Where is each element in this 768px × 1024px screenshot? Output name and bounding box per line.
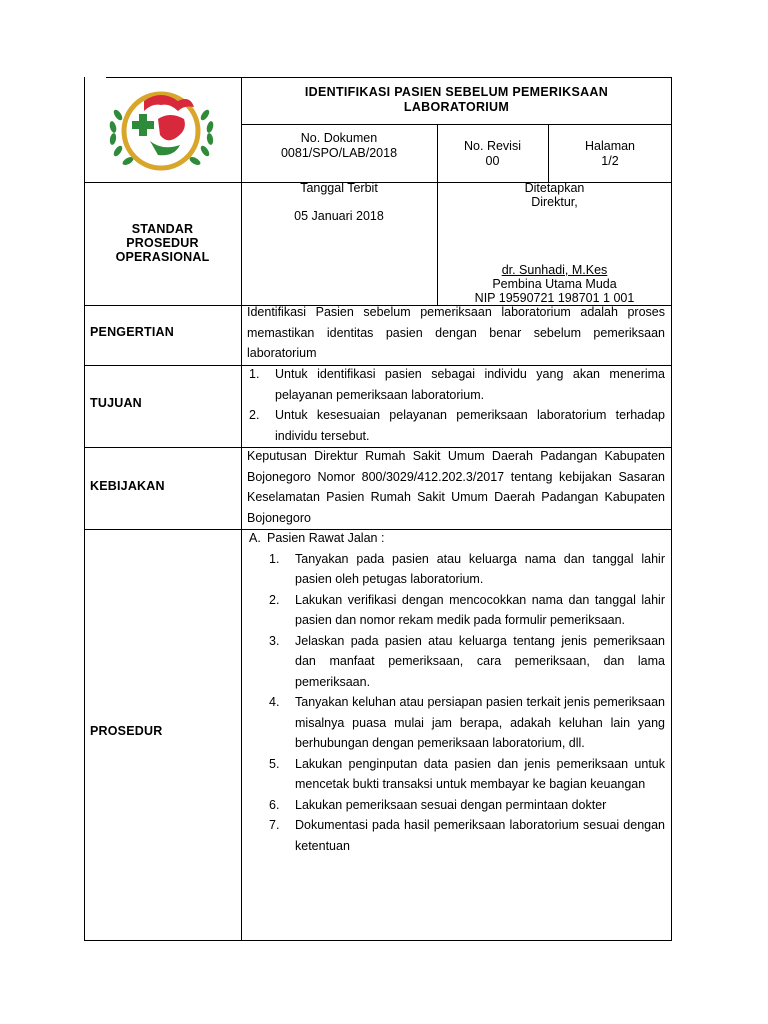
tujuan-item-number: 1. (249, 367, 260, 381)
sop-label (84, 222, 241, 264)
prosedur-step-number: 2. (269, 592, 280, 607)
prosedur-step (267, 590, 665, 631)
document-number (241, 131, 437, 161)
kebijakan-label: KEBIJAKAN (90, 479, 165, 493)
prosedur-step (267, 631, 665, 693)
issue-date-label: Tanggal Terbit (300, 181, 378, 195)
kebijakan-text: Keputusan Direktur Rumah Sakit Umum Daerah Padangan Kabupaten Bojonegoro Nomor 800/3029/412.202.3/2017 tentang kebijakan Sasaran Keselamatan Pasien Rumah Sakit Umum Daerah Padangan Kabupaten Bojonegoro (247, 449, 665, 525)
prosedur-step-text: Jelaskan pada pasien atau keluarga tentang jenis pemeriksaan dan manfaat pemeriksaan, cara pemeriksaan, dan lama pemeriksaan. (295, 633, 665, 689)
prosedur-step-text: Tanyakan keluhan atau persiapan pasien terkait jenis pemeriksaan misalnya puasa mulai jam berapa, adakah keluhan lain yang berhubungan dengan pemeriksaan laboratorium, dll. (295, 695, 665, 750)
revision-label: No. Revisi (464, 139, 521, 153)
prosedur-step-number: 4. (269, 695, 280, 709)
prosedur-section-letter: A. (249, 531, 261, 545)
tujuan-list (247, 364, 665, 446)
tujuan-item (247, 405, 665, 446)
prosedur-label: PROSEDUR (90, 724, 163, 738)
prosedur-body (247, 528, 665, 856)
tujuan-item-text: Untuk kesesuaian pelayanan pemeriksaan laboratorium terhadap individu tersebut. (275, 408, 665, 443)
prosedur-step-number: 6. (269, 797, 280, 812)
document-title-line2: LABORATORIUM (403, 100, 510, 114)
prosedur-step-text: Lakukan pemeriksaan sesuai dengan permintaan dokter (295, 797, 607, 812)
title-divider (241, 124, 672, 125)
revision-value: 00 (485, 154, 500, 168)
prosedur-step (267, 815, 665, 856)
left-border (84, 77, 85, 941)
page-label: Halaman (584, 139, 636, 153)
signer-nip: NIP 19590721 198701 1 001 (474, 291, 635, 305)
prosedur-step-text: Tanyakan pada pasien atau keluarga nama dan tanggal lahir pasien oleh petugas laboratorium. (295, 551, 665, 586)
hospital-logo-icon (104, 85, 219, 175)
tujuan-item-number: 2. (249, 408, 260, 422)
prosedur-step (267, 795, 665, 816)
prosedur-step-number: 7. (269, 818, 280, 832)
signer-name: dr. Sunhadi, M.Kes (501, 263, 608, 277)
prosedur-step-number: 1. (269, 551, 280, 566)
page-value: 1/2 (601, 154, 619, 168)
prosedur-step-text: Dokumentasi pada hasil pemeriksaan laboratorium sesuai dengan ketentuan (295, 818, 665, 853)
signer-rank: Pembina Utama Muda (492, 277, 617, 291)
prosedur-step-text: Lakukan verifikasi dengan mencocokkan nama dan tanggal lahir pasien dan nomor rekam medik pada formulir pemeriksaan. (295, 592, 665, 627)
document-title (241, 85, 672, 115)
prosedur-section-title: Pasien Rawat Jalan : (267, 531, 385, 545)
revision-number (437, 139, 548, 169)
signer-block (437, 263, 672, 305)
issue-date-value: 05 Januari 2018 (294, 209, 384, 223)
approval-line1: Ditetapkan (524, 181, 585, 195)
prosedur-step-number: 5. (269, 756, 280, 771)
sop-label-line2: PROSEDUR (126, 236, 199, 250)
sop-label-line3: OPERASIONAL (115, 250, 210, 264)
prosedur-step-number: 3. (269, 633, 280, 648)
prosedur-step-text: Lakukan penginputan data pasien dan jenis pemeriksaan untuk mencetak bukti transaksi untuk membayar ke bagian keuangan (295, 756, 665, 791)
prosedur-step (267, 692, 665, 754)
sop-label-line1: STANDAR (131, 222, 194, 236)
prosedur-step (267, 549, 665, 590)
prosedur-section-heading (247, 528, 665, 549)
pengertian-label: PENGERTIAN (90, 325, 174, 339)
pengertian-text: Identifikasi Pasien sebelum pemeriksaan laboratorium adalah proses memastikan identitas pasien dengan benar sebelum pemeriksaan laboratorium (247, 305, 665, 360)
tujuan-item (247, 364, 665, 405)
top-border-right (241, 77, 672, 78)
approval-block (437, 181, 672, 209)
issue-date-block (241, 181, 437, 224)
document-title-line1: IDENTIFIKASI PASIEN SEBELUM PEMERIKSAAN (304, 85, 609, 99)
sop-document (84, 77, 672, 941)
document-number-value: 0081/SPO/LAB/2018 (280, 146, 398, 160)
approval-line2: Direktur, (531, 195, 578, 209)
prosedur-step (267, 754, 665, 795)
page-number (548, 139, 672, 169)
document-number-label: No. Dokumen (300, 131, 378, 145)
bottom-border (84, 940, 672, 941)
top-border-left (106, 77, 241, 78)
tujuan-label: TUJUAN (90, 396, 142, 410)
tujuan-item-text: Untuk identifikasi pasien sebagai individu yang akan menerima pelayanan pemeriksaan laboratorium. (275, 367, 665, 402)
